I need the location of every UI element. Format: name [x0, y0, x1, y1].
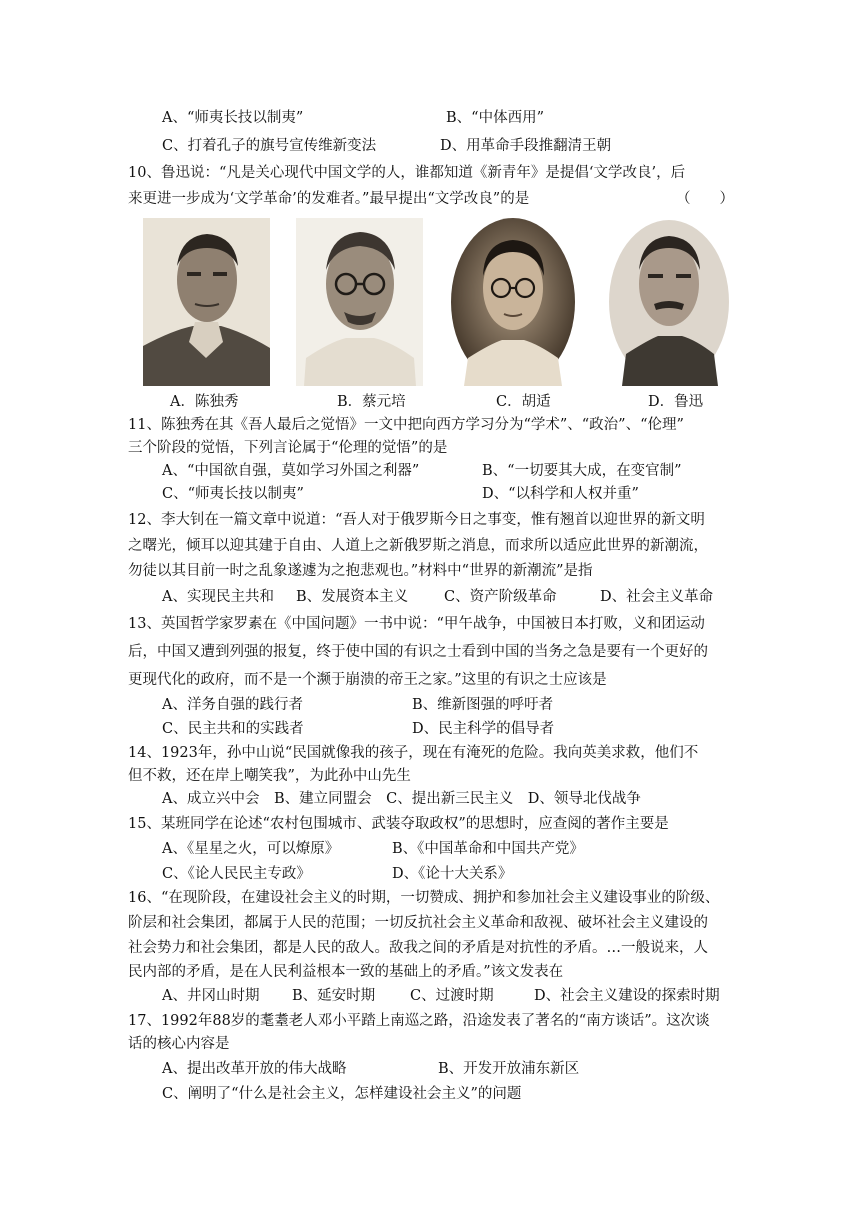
portrait-hu-shi — [450, 218, 577, 386]
q16-stem-line2: 阶层和社会集团，都属于人民的范围；一切反抗社会主义革命和敌视、破坏社会主义建设的 — [128, 915, 708, 931]
q16-option-a: A、井冈山时期 — [162, 988, 260, 1004]
q11-option-a: A、“中国欲自强，莫如学习外国之利器” — [162, 463, 420, 479]
q15-option-b: B、《中国革命和中国共产党》 — [392, 841, 584, 857]
q16-stem-line1: 16、“在现阶段，在建设社会主义的时期，一切赞成、拥护和参加社会主义建设事业的阶级、 — [128, 890, 720, 906]
q13-option-d: D、民主科学的倡导者 — [412, 721, 555, 737]
q13-option-c: C、民主共和的实践者 — [162, 721, 304, 737]
caption-b: B．蔡元培 — [337, 394, 406, 410]
q15-option-c: C、《论人民民主专政》 — [162, 866, 311, 882]
q16-option-d: D、社会主义建设的探索时期 — [534, 988, 720, 1004]
q15-option-d: D、《论十大关系》 — [392, 866, 513, 882]
q9-option-d: D、用革命手段推翻清王朝 — [440, 138, 612, 154]
q12-option-a: A、实现民主共和 — [162, 589, 274, 605]
q11-option-d: D、“以科学和人权并重” — [482, 486, 639, 502]
q11-option-b: B、“一切要其大成，在变官制” — [482, 463, 682, 479]
q10-stem-line2: 来更进一步成为‘文学革命’的发难者。”最早提出“文学改良”的是 — [128, 191, 530, 207]
caption-d: D．鲁迅 — [648, 394, 704, 410]
q16-stem-line4: 民内部的矛盾，是在人民利益根本一致的基础上的矛盾。”该文发表在 — [128, 964, 564, 980]
q11-stem-line1: 11、陈独秀在其《吾人最后之觉悟》一文中把向西方学习分为“学术”、“政治”、“伦理” — [128, 417, 684, 433]
q12-option-b: B、发展资本主义 — [296, 589, 409, 605]
q12-stem-line2: 之曙光，倾耳以迎其建于自由、人道上之新俄罗斯之消息，而求所以适应此世界的新潮流， — [128, 538, 708, 554]
q12-stem-line3: 勿徒以其目前一时之乱象遂遽为之抱悲观也。”材料中“世界的新潮流”是指 — [128, 563, 593, 579]
q13-stem-line2: 后，中国又遭到列强的报复，终于使中国的有识之士看到中国的当务之急是要有一个更好的 — [128, 644, 708, 660]
caption-a: A．陈独秀 — [170, 394, 239, 410]
q9-option-a: A、“师夷长技以制夷” — [162, 110, 304, 126]
q10-answer-blank: （ ） — [676, 191, 734, 207]
q17-option-a: A、提出改革开放的伟大战略 — [162, 1061, 347, 1077]
q17-stem-line2: 话的核心内容是 — [128, 1036, 230, 1052]
q14-stem-line2: 但不救，还在岸上嘲笑我”，为此孙中山先生 — [128, 768, 411, 784]
q10-stem-line1: 10、鲁迅说：“凡是关心现代中国文学的人，谁都知道《新青年》是提倡‘文学改良’，后 — [128, 165, 686, 181]
q9-option-c: C、打着孔子的旗号宣传维新变法 — [162, 138, 377, 154]
portrait-chen-duxiu — [143, 218, 270, 386]
portrait-lu-xun — [606, 218, 733, 386]
q13-option-a: A、洋务自强的践行者 — [162, 697, 303, 713]
q12-stem-line1: 12、李大钊在一篇文章中说道：“吾人对于俄罗斯今日之事变，惟有翘首以迎世界的新文明 — [128, 512, 705, 528]
q13-option-b: B、维新图强的呼吁者 — [412, 697, 554, 713]
q17-option-b: B、开发开放浦东新区 — [438, 1061, 580, 1077]
q13-stem-line3: 更现代化的政府，而不是一个濒于崩溃的帝王之家。”这里的有识之士应该是 — [128, 672, 607, 688]
q14-options: A、成立兴中会 B、建立同盟会 C、提出新三民主义 D、领导北伐战争 — [162, 791, 641, 807]
q9-option-b: B、“中体西用” — [446, 110, 544, 126]
q12-option-c: C、资产阶级革命 — [444, 589, 557, 605]
q16-option-b: B、延安时期 — [292, 988, 376, 1004]
q14-stem-line1: 14、1923年，孙中山说“民国就像我的孩子，现在有淹死的危险。我向英美求救，他们不 — [128, 745, 699, 761]
q15-option-a: A、《星星之火，可以燎原》 — [162, 841, 340, 857]
q17-stem-line1: 17、1992年88岁的耄耋老人邓小平踏上南巡之路，沿途发表了著名的“南方谈话”。这次谈 — [128, 1013, 710, 1029]
q12-option-d: D、社会主义革命 — [600, 589, 714, 605]
q16-stem-line3: 社会势力和社会集团，都是人民的敌人。敌我之间的矛盾是对抗性的矛盾。…一般说来，人 — [128, 940, 708, 956]
caption-c: C．胡适 — [496, 394, 551, 410]
q13-stem-line1: 13、英国哲学家罗素在《中国问题》一书中说：“甲午战争，中国被日本打败，义和团运动 — [128, 616, 705, 632]
q15-stem-line1: 15、某班同学在论述“农村包围城市、武装夺取政权”的思想时，应查阅的著作主要是 — [128, 816, 669, 832]
q16-option-c: C、过渡时期 — [410, 988, 494, 1004]
portrait-cai-yuanpei — [296, 218, 423, 386]
q11-option-c: C、“师夷长技以制夷” — [162, 486, 304, 502]
q11-stem-line2: 三个阶段的觉悟，下列言论属于“伦理的觉悟”的是 — [128, 440, 448, 456]
q17-option-c: C、阐明了“什么是社会主义，怎样建设社会主义”的问题 — [162, 1086, 522, 1102]
